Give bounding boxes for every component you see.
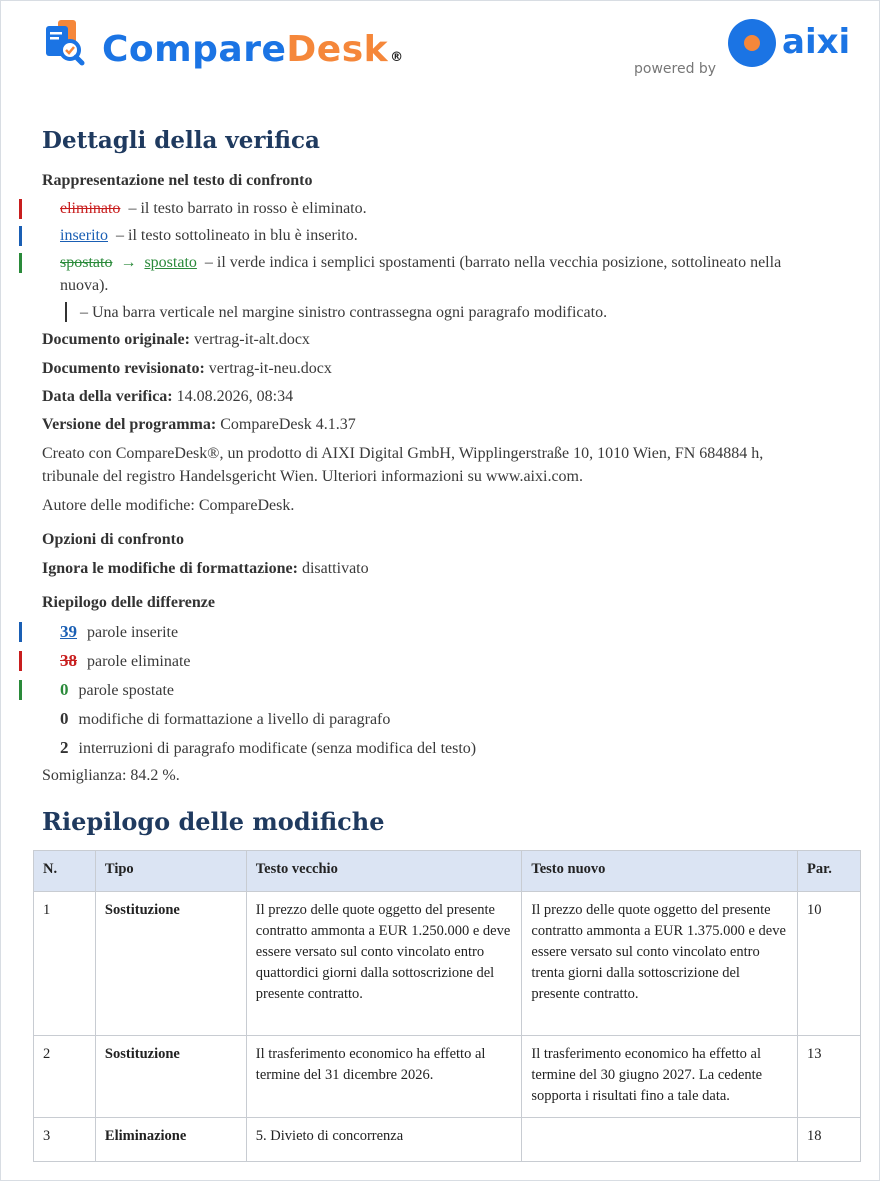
details-title: Dettagli della verifica [42, 127, 320, 154]
program-version: Versione del programma: CompareDesk 4.1.37 [42, 416, 356, 433]
change-bar-inserted [19, 226, 22, 246]
cell-type: Sostituzione [95, 1036, 246, 1118]
cell-new-text [522, 1118, 798, 1162]
legend-deleted: eliminato – il testo barrato in rosso è eliminato. [60, 200, 367, 217]
cell-paragraph: 13 [797, 1036, 860, 1118]
legend-title: Rappresentazione nel testo di confronto [42, 172, 313, 189]
legend-moved: spostato → spostato – il verde indica i semplici spostamenti (barrato nella vecchia posizione, sottolineato nella nuova). [60, 254, 782, 294]
changes-title: Riepilogo delle modifiche [42, 807, 385, 836]
summary-deleted: 38 parole eliminate [60, 651, 191, 670]
cell-number: 2 [34, 1036, 96, 1118]
change-bar-summary-inserted [19, 622, 22, 642]
margin-bar-sample [65, 302, 67, 322]
column-header-paragraph: Par. [797, 851, 860, 892]
column-header-old-text: Testo vecchio [246, 851, 522, 892]
comparedesk-logo-icon [44, 20, 86, 66]
column-header-number: N. [34, 851, 96, 892]
column-header-new-text: Testo nuovo [522, 851, 798, 892]
change-bar-moved [19, 253, 22, 273]
cell-new-text: Il trasferimento economico ha effetto al termine del 30 giugno 2027. La cedente sopporta i risultati fino a tale data. [522, 1036, 798, 1118]
legend-bar: – Una barra verticale nel margine sinistro contrassegna ogni paragrafo modificato. [80, 304, 608, 321]
ignore-formatting: Ignora le modifiche di formattazione: disattivato [42, 560, 369, 577]
summary-title: Riepilogo delle differenze [42, 594, 215, 611]
options-title: Opzioni di confronto [42, 531, 184, 548]
change-bar-deleted [19, 199, 22, 219]
created-with: Creato con CompareDesk®, un prodotto di AIXI Digital GmbH, Wipplingerstraße 10, 1010 Wien, FN 684884 h, tribunale del registro Handelsgericht Wien. Ulteriori informazioni su www.aixi.com. [42, 445, 764, 485]
brand-name: CompareDesk ® [102, 29, 404, 70]
cell-old-text: 5. Divieto di concorrenza [246, 1118, 522, 1162]
aixi-logo-icon [728, 19, 776, 67]
revised-document: Documento revisionato: vertrag-it-neu.docx [42, 360, 332, 377]
author-line: Autore delle modifiche: CompareDesk. [42, 497, 295, 514]
cell-number: 3 [34, 1118, 96, 1162]
verification-date: Data della verifica: 14.08.2026, 08:34 [42, 388, 294, 405]
cell-type: Sostituzione [95, 892, 246, 1036]
cell-old-text: Il trasferimento economico ha effetto al termine del 31 dicembre 2026. [246, 1036, 522, 1118]
legend-inserted: inserito – il testo sottolineato in blu è inserito. [60, 227, 358, 244]
summary-formatting: 0 modifiche di formattazione a livello di paragrafo [60, 709, 391, 728]
summary-inserted: 39 parole inserite [60, 622, 179, 641]
similarity: Somiglianza: 84.2 %. [42, 767, 180, 784]
powered-by-label: powered by [634, 61, 717, 77]
cell-old-text: Il prezzo delle quote oggetto del presente contratto ammonta a EUR 1.250.000 e deve essere versato sul conto vincolato entro quattordici giorni dalla sottoscrizione del presente contratto. [246, 892, 522, 1036]
changes-table [33, 850, 861, 1162]
change-bar-summary-deleted [19, 651, 22, 671]
summary-paragraph-breaks: 2 interruzioni di paragrafo modificate (senza modifica del testo) [60, 738, 477, 757]
cell-type: Eliminazione [95, 1118, 246, 1162]
cell-paragraph: 18 [797, 1118, 860, 1162]
table-row [34, 1118, 861, 1162]
cell-new-text: Il prezzo delle quote oggetto del presente contratto ammonta a EUR 1.375.000 e deve essere versato sul conto vincolato entro trenta giorni dalla sottoscrizione del presente contratto. [522, 892, 798, 1036]
cell-paragraph: 10 [797, 892, 860, 1036]
change-bar-summary-moved [19, 680, 22, 700]
summary-moved: 0 parole spostate [60, 680, 175, 699]
partner-name: aixi [782, 22, 851, 62]
table-row [34, 892, 861, 1036]
cell-number: 1 [34, 892, 96, 1036]
original-document: Documento originale: vertrag-it-alt.docx [42, 331, 310, 348]
column-header-type: Tipo [95, 851, 246, 892]
table-row [34, 1036, 861, 1118]
table-header-row [34, 851, 861, 892]
